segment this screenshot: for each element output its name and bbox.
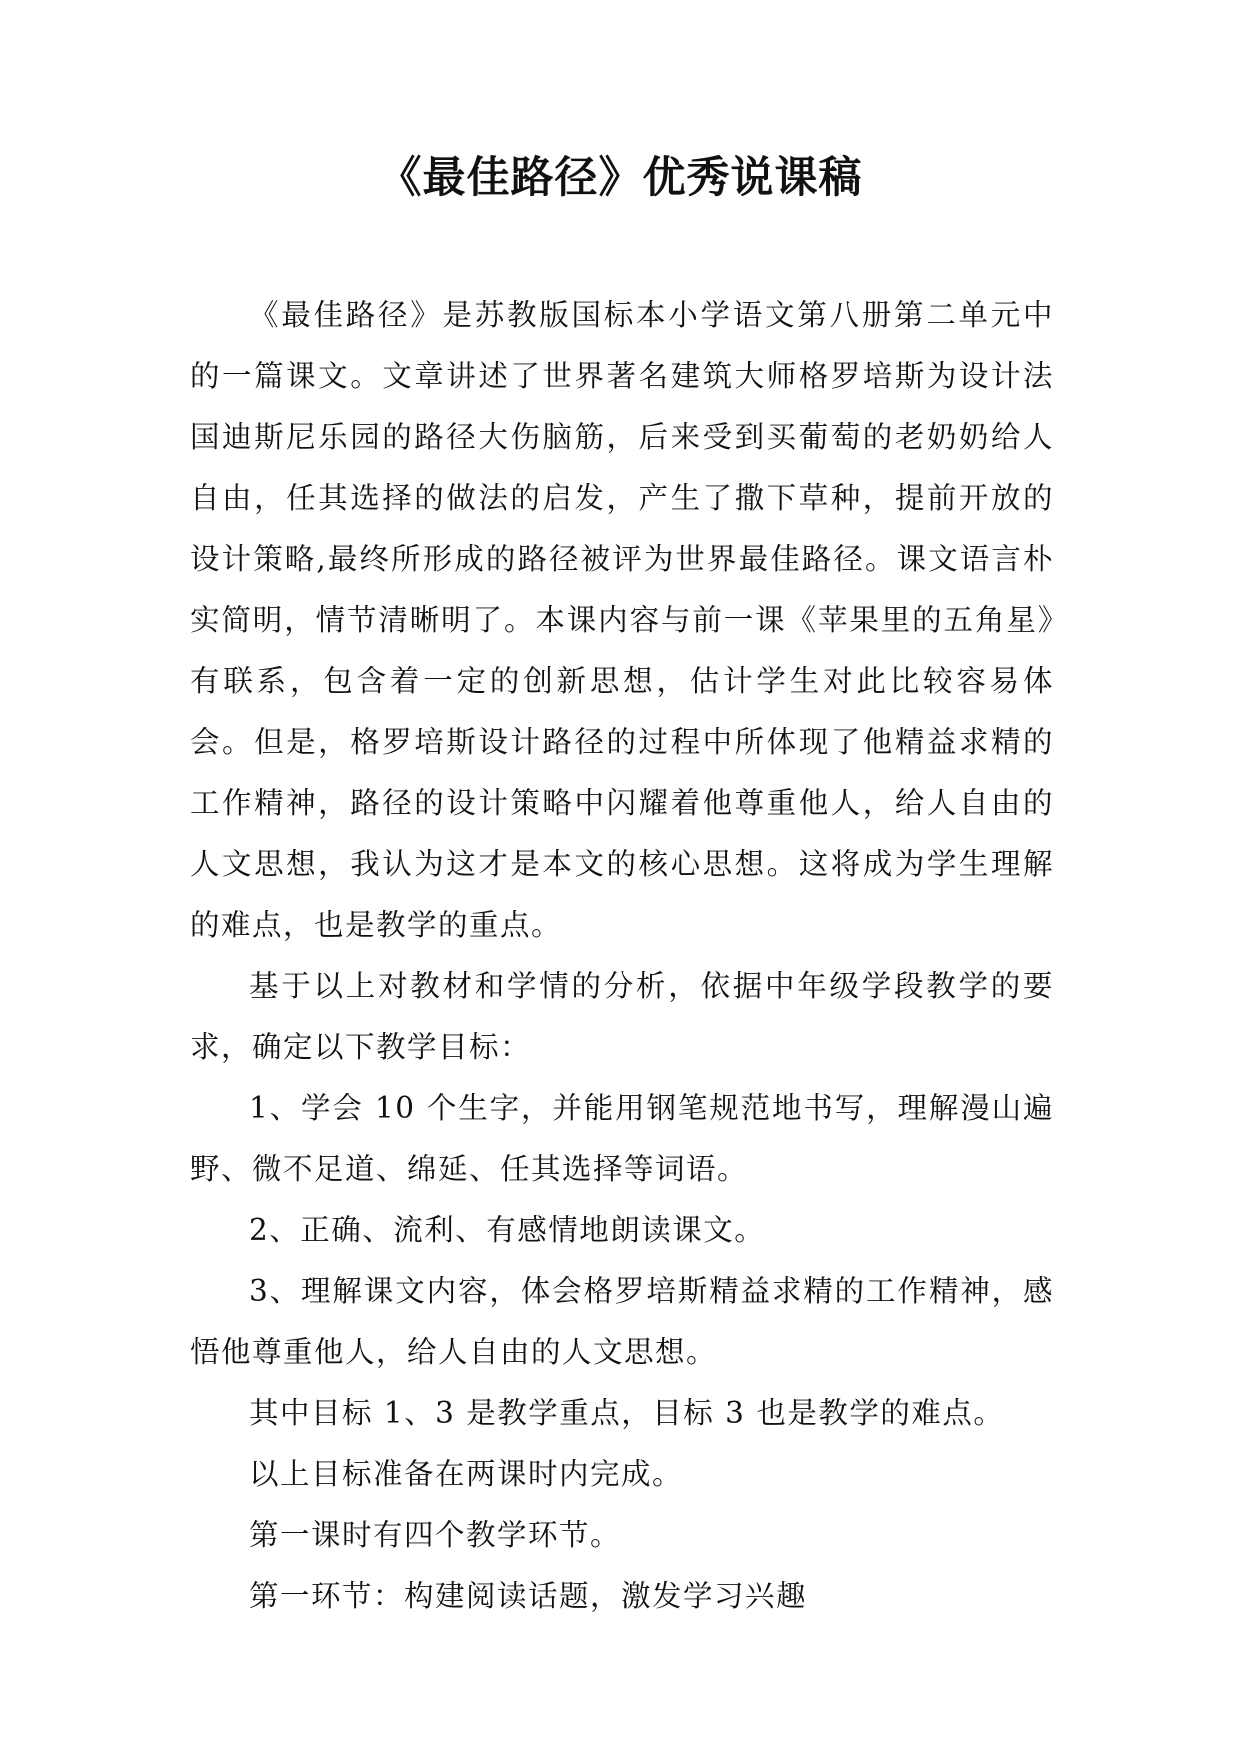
paragraph-first-lesson: 第一课时有四个教学环节。	[249, 1518, 622, 1552]
paragraph-goal-1: 1、学会 10 个生字，并能用钢笔规范地书写，理解漫山遍野、微不足道、绵延、任其选择等词语。	[190, 1091, 1054, 1186]
paragraph-schedule: 以上目标准备在两课时内完成。	[249, 1457, 684, 1491]
paragraph-goal-2: 2、正确、流利、有感情地朗读课文。	[249, 1213, 766, 1247]
document-title: 《最佳路径》优秀说课稿	[378, 153, 863, 203]
paragraph-first-step: 第一环节：构建阅读话题，激发学习兴趣	[249, 1579, 808, 1613]
paragraph-goal-3: 3、理解课文内容，体会格罗培斯精益求精的工作精神，感悟他尊重他人，给人自由的人文思想。	[190, 1274, 1054, 1369]
document-body	[190, 285, 1054, 1627]
paragraph-intro: 《最佳路径》是苏教版国标本小学语文第八册第二单元中的一篇课文。文章讲述了世界著名建筑大师格罗培斯为设计法国迪斯尼乐园的路径大伤脑筋，后来受到买葡萄的老奶奶给人自由，任其选择的做法的启发，产生了撒下草种，提前开放的设计策略,最终所形成的路径被评为世界最佳路径。课文语言朴实简明，情节清晰明了。本课内容与前一课《苹果里的五角星》有联系，包含着一定的创新思想，估计学生对此比较容易体会。但是，格罗培斯设计路径的过程中所体现了他精益求精的工作精神，路径的设计策略中闪耀着他尊重他人，给人自由的人文思想，我认为这才是本文的核心思想。这将成为学生理解的难点，也是教学的重点。	[190, 298, 1054, 942]
paragraph-analysis-basis: 基于以上对教材和学情的分析，依据中年级学段教学的要求，确定以下教学目标：	[190, 969, 1054, 1064]
paragraph-key-points: 其中目标 1、3 是教学重点，目标 3 也是教学的难点。	[249, 1396, 1005, 1430]
